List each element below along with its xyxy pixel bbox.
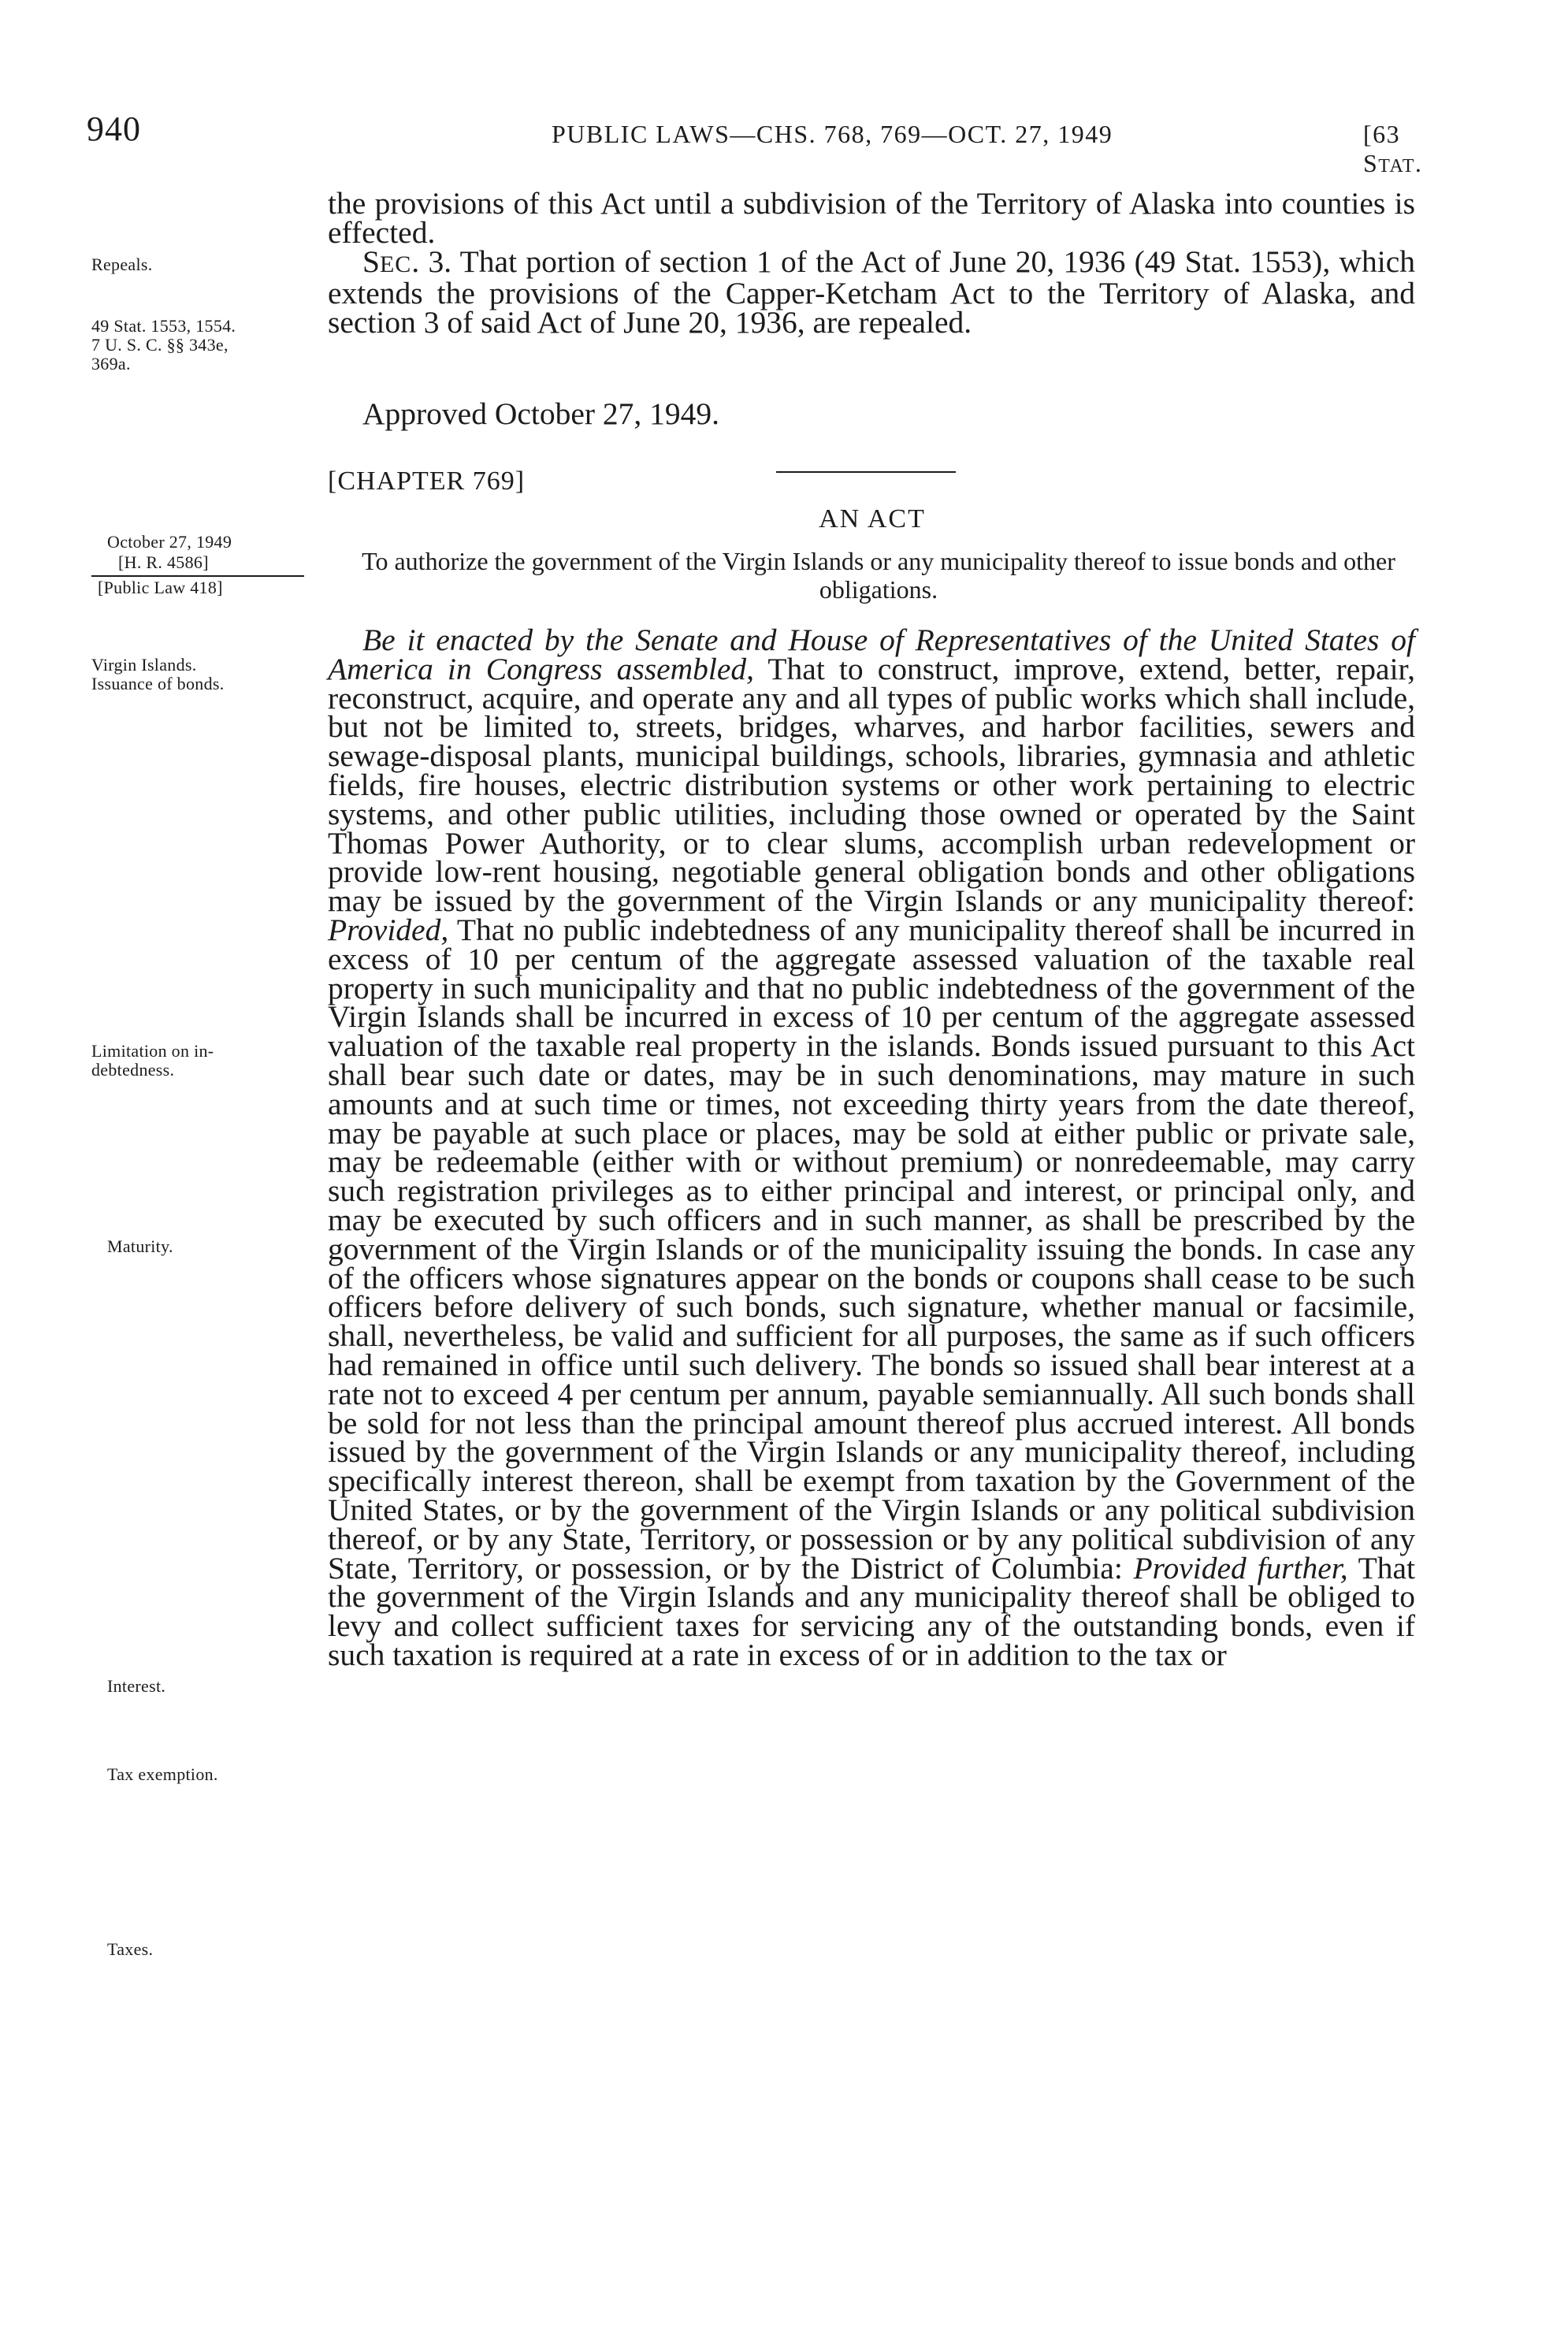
enacting-paragraph: Be it enacted by the Senate and House of Representatives of the United States of America in Congress assembled, That to construct, improve, extend, better, repair, reconstruct, acquire, and operate any and all types of public works which shall include, but not be limited to, streets, bridges, wharves, and harbor facilities, sewers and sewage-disposal plants, municipal buildings, schools, libraries, gymnasia and athletic fields, fire houses, electric distribution systems or other work pertaining to electric systems, and other public utilities, including those owned or operated by the Saint Thomas Power Authority, or to clear slums, accomplish urban redevelopment or provide low-rent housing, negotiable general obligation bonds and other obligations may be issued by the government of the Virgin Islands or any municipality thereof: Provided, That no public indebtedness of any municipality thereof shall be incurred in excess of 10 per centum of the aggregate assessed valuation of the taxable real property in such municipality and that no public indebtedness of the government of the Virgin Islands shall be incurred in excess of 10 per centum of the aggregate assessed valuation of the taxable real property in the islands. Bonds issued pursuant to this Act shall bear such date or dates, may be in such denominations, may mature in such amounts and at such time or times, not exceeding thirty years from the date thereof, may be payable at such place or places, may be sold at either public or private sale, may be redeemable (either with or without premium) or nonredeemable, may carry such registration privileges as to either principal and interest, or principal only, and may be executed by such officers and in such manner, as shall be prescribed by the government of the Virgin Islands or of the municipality issuing the bonds. In case any of the officers whose signatures appear on the bonds or coupons shall cease to be such officers before delivery of such bonds, such signature, whether manual or facsimile, shall, nevertheless, be valid and sufficient for all purposes, the same as if such officers had remained in office until such delivery. The bonds so issued shall bear interest at a rate not to exceed 4 per centum per annum, payable semiannually. All such bonds shall be sold for not less than the principal amount thereof plus accrued interest. All bonds issued by the government of the Virgin Islands or any municipality thereof, including specifically interest thereon, shall be exempt from taxation by the Government of the United States, or by the government of the Virgin Islands or any political subdivision thereof, or by any State, Territory, or possession or by any political subdivision of any State, Territory, or possession, or by the District of Columbia: Provided further, That the government of the Virgin Islands and any municipality thereof shall be obliged to levy and collect sufficient taxes for servicing any of the outstanding bonds, even if such taxation is required at a rate in excess of or in addition to the tax or: [328, 623, 1416, 1672]
continuation-paragraph: the provisions of this Act until a subdivision of the Territory of Alaska into counties is effected.: [328, 186, 1415, 250]
margin-note-rule: [91, 575, 304, 577]
act-title: To authorize the government of the Virgin Islands or any municipality thereof to issue bonds and other obligations.: [362, 547, 1395, 604]
margin-note-citation: 49 Stat. 1553, 1554. 7 U. S. C. §§ 343e, 369a.: [91, 316, 236, 374]
margin-note-date: October 27, 1949: [107, 532, 232, 552]
page-header: [87, 109, 1426, 177]
enacting-clause: Be it enacted by the Senate and House of Representatives of the United States of America in Congress assembled,: [328, 623, 1415, 686]
margin-note-limitation: Limitation on in- debtedness.: [91, 1041, 214, 1080]
margin-note-maturity: Maturity.: [107, 1236, 173, 1256]
page-number: 940: [87, 110, 141, 148]
section-label: SEC. 3.: [362, 243, 452, 279]
margin-note-interest: Interest.: [107, 1676, 166, 1696]
provided-proviso: Provided,: [328, 912, 449, 947]
margin-note-bill: [H. R. 4586]: [118, 552, 209, 572]
section-3-paragraph: SEC. 3. That portion of section 1 of the Act of June 20, 1936 (49 Stat. 1553), which extends the provisions of the Capper-Ketcham Act to the Territory of Alaska, and section 3 of said Act of June 20, 1936, are repealed.: [328, 243, 1415, 340]
margin-note-taxes: Taxes.: [107, 1939, 154, 1959]
provided-further-proviso: Provided further,: [1133, 1550, 1348, 1585]
approval-line: Approved October 27, 1949.: [362, 396, 720, 431]
act-divider-rule: [776, 471, 956, 473]
chapter-768-text: [328, 186, 1415, 340]
chapter-label: [CHAPTER 769]: [328, 467, 526, 496]
margin-note-repeals: Repeals.: [91, 255, 153, 274]
margin-note-public-law: [Public Law 418]: [98, 578, 223, 597]
volume-reference: [63 STAT.: [1363, 120, 1423, 177]
margin-note-subject: Virgin Islands. Issuance of bonds.: [91, 655, 225, 693]
act-heading: AN ACT: [819, 504, 926, 533]
margin-note-tax-exemption: Tax exemption.: [107, 1764, 218, 1784]
chapter-769-text: [328, 623, 1416, 1672]
running-head: PUBLIC LAWS—CHS. 768, 769—OCT. 27, 1949: [552, 120, 1113, 148]
